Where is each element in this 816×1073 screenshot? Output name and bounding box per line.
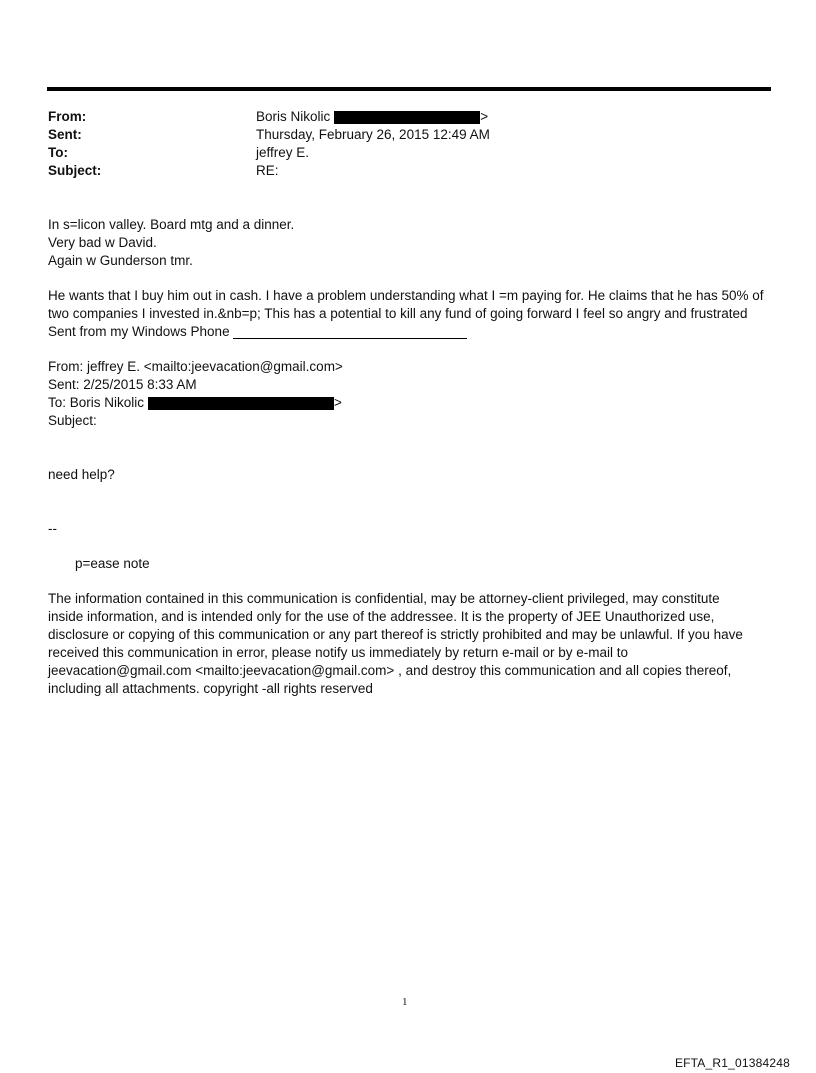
disclaimer-line: received this communication in error, please notify us immediately by return e-mail or by e-mail to bbox=[48, 645, 628, 660]
quoted-from: From: jeffrey E. <mailto:jeevacation@gmail.com> bbox=[48, 359, 343, 374]
quoted-to-row bbox=[48, 394, 768, 412]
from-value bbox=[256, 108, 488, 126]
redaction-box bbox=[148, 397, 334, 410]
need-help-line: need help? bbox=[48, 467, 115, 482]
sent-value: Thursday, February 26, 2015 12:49 AM bbox=[256, 127, 490, 142]
disclaimer-line: disclosure or copying of this communication or any part thereof is strictly prohibited and may be unlawful. If you have bbox=[48, 627, 743, 642]
from-tail: > bbox=[480, 109, 489, 124]
disclaimer-line: jeevacation@gmail.com <mailto:jeevacation@gmail.com> , and destroy this communication and all copies thereof, bbox=[48, 663, 732, 678]
quoted-subject: Subject: bbox=[48, 413, 97, 428]
quoted-to: To: Boris Nikolic bbox=[48, 395, 145, 410]
from-row bbox=[48, 108, 748, 126]
quoted-to-tail: > bbox=[334, 395, 342, 410]
subject-value: RE: bbox=[256, 163, 279, 178]
disclaimer-line: The information contained in this communication is confidential, may be attorney-client privileged, may constitute bbox=[48, 591, 720, 606]
quoted-sent: Sent: 2/25/2015 8:33 AM bbox=[48, 377, 197, 392]
body-line: two companies I invested in.&nb=p; This has a potential to kill any fund of going forward I feel so angry and frustrated bbox=[48, 306, 748, 321]
subject-row bbox=[48, 162, 748, 180]
redaction-box bbox=[334, 111, 480, 124]
body-line: In s=licon valley. Board mtg and a dinner. bbox=[48, 217, 295, 232]
body-line: Again w Gunderson tmr. bbox=[48, 253, 193, 268]
please-note-line: p=ease note bbox=[75, 556, 150, 571]
body-line: He wants that I buy him out in cash. I have a problem understanding what I =m paying for. He claims that he has 50% of bbox=[48, 288, 764, 303]
bates-number: EFTA_R1_01384248 bbox=[674, 1056, 790, 1070]
from-name: Boris Nikolic bbox=[256, 109, 331, 124]
sent-label: Sent: bbox=[48, 127, 82, 142]
signature-dashes: -- bbox=[48, 521, 57, 536]
email-body bbox=[48, 216, 768, 698]
sent-row bbox=[48, 126, 748, 144]
to-value: jeffrey E. bbox=[256, 145, 310, 160]
signature-underline bbox=[233, 325, 467, 339]
email-header bbox=[48, 108, 748, 180]
to-label: To: bbox=[48, 145, 68, 160]
body-line: Very bad w David. bbox=[48, 235, 157, 250]
page-number: 1 bbox=[402, 996, 408, 1008]
signature-text: Sent from my Windows Phone bbox=[48, 324, 230, 339]
signature-line bbox=[48, 323, 768, 341]
from-label: From: bbox=[48, 109, 87, 124]
header-rule bbox=[47, 87, 771, 91]
subject-label: Subject: bbox=[48, 163, 102, 178]
to-row bbox=[48, 144, 748, 162]
disclaimer-line: including all attachments. copyright -all rights reserved bbox=[48, 681, 373, 696]
disclaimer-line: inside information, and is intended only for the use of the addressee. It is the property of JEE Unauthorized use, bbox=[48, 609, 715, 624]
